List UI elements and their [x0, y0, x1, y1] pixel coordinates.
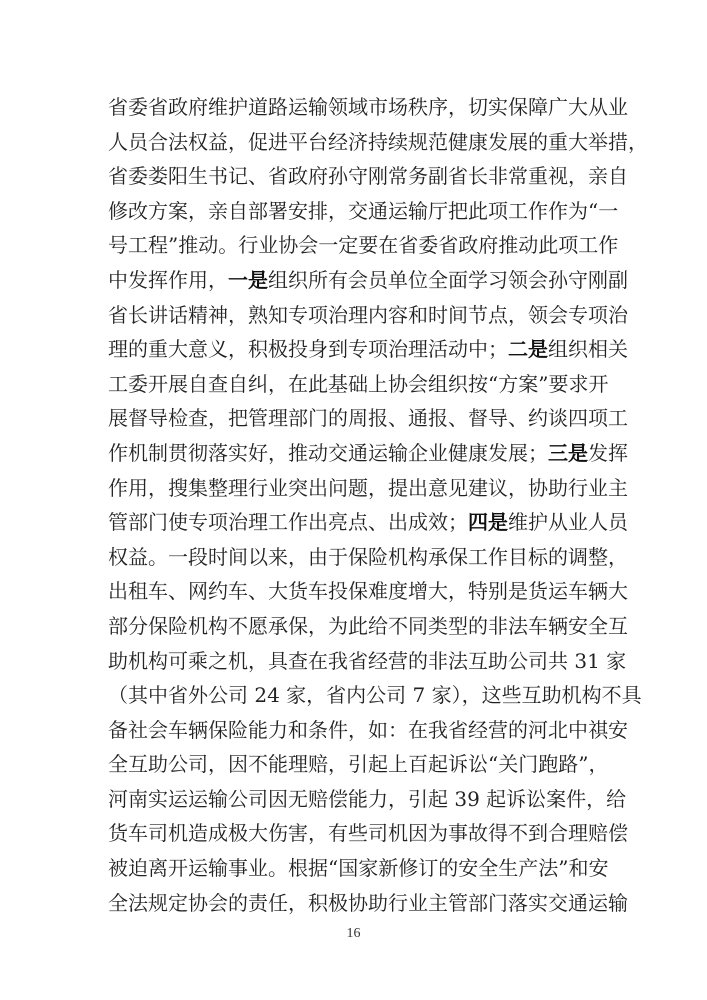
text-line: 被迫离开运输事业。根据“国家新修订的安全生产法”和安: [108, 856, 609, 881]
text-line: 全互助公司，因不能理赔，引起上百起诉讼“关门跑路”，: [108, 752, 609, 777]
bold-keyword: 一是: [228, 267, 268, 292]
text-line: 号工程”推动。行业协会一定要在省委省政府推动此项工作: [108, 233, 619, 258]
text-line: 展督导检查，把管理部门的周报、通报、督导、约谈四项工: [108, 406, 628, 431]
text-line: 人员合法权益，促进平台经济持续规范健康发展的重大举措，: [108, 129, 648, 154]
text-line: 省委省政府维护道路运输领域市场秩序，切实保障广大从业: [108, 95, 628, 119]
text-segment: 组织相关: [548, 337, 628, 362]
text-segment: 发挥: [588, 440, 628, 465]
text-line: 工委开展自查自纠，在此基础上协会组织按“方案”要求开: [108, 371, 609, 396]
text-line: 货车司机造成极大伤害，有些司机因为事故得不到合理赔偿: [108, 821, 628, 846]
text-line: （其中省外公司 24 家，省内公司 7 家），这些互助机构不具: [108, 683, 642, 708]
page-number: 16: [346, 926, 361, 941]
text-line: 作用，搜集整理行业突出问题，提出意见建议，协助行业主: [108, 475, 628, 500]
text-segment: 作机制贯彻落实好，推动交通运输企业健康发展；: [108, 440, 548, 465]
bold-keyword: 四是: [468, 510, 508, 535]
text-line: 出租车、网约车、大货车投保难度增大，特别是货运车辆大: [108, 579, 628, 604]
text-segment: 理的重大意义，积极投身到专项治理活动中；: [108, 337, 508, 362]
text-line: 省长讲话精神，熟知专项治理内容和时间节点，领会专项治: [108, 302, 628, 327]
bold-keyword: 二是: [508, 337, 548, 362]
text-line: 省委娄阳生书记、省政府孙守刚常务副省长非常重视，亲自: [108, 164, 628, 189]
text-segment: 管部门使专项治理工作出亮点、出成效；: [108, 510, 468, 535]
text-line: 助机构可乘之机，具查在我省经营的非法互助公司共 31 家: [108, 648, 627, 673]
text-line: [108, 505, 628, 540]
text-line: 修改方案，亲自部署安排，交通运输厅把此项工作作为“一: [108, 198, 619, 223]
text-line: 备社会车辆保险能力和条件，如：在我省经营的河北中祺安: [108, 717, 628, 742]
text-line: 权益。一段时间以来，由于保险机构承保工作目标的调整，: [108, 544, 628, 569]
bold-keyword: 三是: [548, 440, 588, 465]
text-line: 河南实运运输公司因无赔偿能力，引起 39 起诉讼案件，给: [108, 786, 627, 811]
text-line: 全法规定协会的责任，积极协助行业主管部门落实交通运输: [108, 890, 628, 915]
text-line: 部分保险机构不愿承保，为此给不同类型的非法车辆安全互: [108, 613, 628, 638]
text-line: [108, 263, 628, 298]
body-text: [108, 90, 648, 920]
text-line: [108, 332, 628, 367]
text-line: [108, 436, 628, 471]
text-segment: 维护从业人员: [508, 510, 628, 535]
text-segment: 组织所有会员单位全面学习领会孙守刚副: [268, 267, 628, 292]
text-segment: 中发挥作用，: [108, 267, 228, 292]
